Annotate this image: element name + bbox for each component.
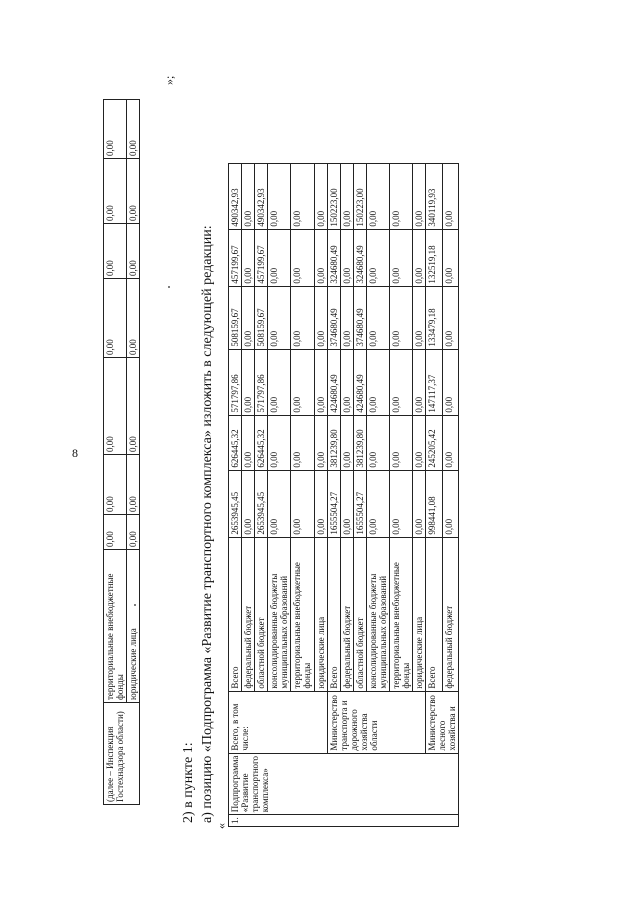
value-cell: 0,00	[314, 470, 327, 537]
value-cell: 324680,49	[327, 229, 340, 286]
value-cell: 0,00	[390, 349, 413, 415]
item-heading: 2) в пункте 1:	[181, 742, 196, 823]
value-cell: 0,00	[314, 229, 327, 286]
row-label: юридические лица	[127, 550, 140, 703]
value-cell: 0,00	[127, 515, 140, 550]
value-cell: 0,00	[127, 224, 140, 279]
value-cell: 0,00	[340, 229, 353, 286]
value-cell: 571797,86	[229, 349, 242, 415]
page-number: 8	[72, 446, 78, 460]
value-cell: 0,00	[268, 229, 291, 286]
value-cell: 0,00	[242, 415, 255, 470]
executor-cell: Всего, в том числе:	[229, 691, 328, 753]
value-cell: 1655504,27	[327, 470, 340, 537]
value-cell: 424680,49	[353, 349, 366, 415]
value-cell: 0,00	[390, 415, 413, 470]
value-cell: 0,00	[366, 163, 389, 229]
value-cell: 490342,93	[229, 163, 242, 229]
table-row	[229, 104, 242, 826]
opening-quote: «	[214, 823, 228, 829]
table-row	[327, 104, 340, 826]
value-cell: 424680,49	[327, 349, 340, 415]
value-cell: 374680,49	[353, 286, 366, 349]
row-label: юридические лица	[413, 537, 426, 691]
value-cell: 0,00	[314, 349, 327, 415]
value-cell: 0,00	[291, 349, 314, 415]
row-label: областной бюджет	[353, 537, 366, 691]
value-cell: 0,00	[291, 470, 314, 537]
value-cell: 0,00	[127, 159, 140, 224]
value-cell: 0,00	[390, 163, 413, 229]
value-cell: 0,00	[442, 349, 459, 415]
value-cell: 374680,49	[327, 286, 340, 349]
value-cell: 0,00	[442, 286, 459, 349]
value-cell: 0,00	[104, 358, 127, 455]
value-cell: 0,00	[366, 470, 389, 537]
value-cell: 0,00	[242, 470, 255, 537]
value-cell: 0,00	[442, 229, 459, 286]
value-cell: 0,00	[413, 229, 426, 286]
value-cell: 0,00	[242, 163, 255, 229]
value-cell: 0,00	[413, 349, 426, 415]
value-cell: 0,00	[413, 415, 426, 470]
value-cell: 381239,80	[327, 415, 340, 470]
value-cell: 0,00	[340, 349, 353, 415]
table-row	[104, 100, 127, 805]
value-cell: 0,00	[291, 163, 314, 229]
table-row	[127, 100, 140, 805]
row-label: территориальные внебюджетные фонды	[291, 537, 314, 691]
value-cell: 0,00	[340, 163, 353, 229]
value-cell: 0,00	[268, 349, 291, 415]
value-cell: 0,00	[340, 286, 353, 349]
value-cell: 0,00	[413, 286, 426, 349]
value-cell: 0,00	[104, 100, 127, 159]
value-cell: 0,00	[314, 163, 327, 229]
value-cell: 0,00	[340, 470, 353, 537]
program-name: Подпрограмма «Развитие транспортного комплекса»	[229, 753, 459, 815]
value-cell: 626445,32	[255, 415, 268, 470]
value-cell: 457199,67	[255, 229, 268, 286]
row-label: консолидированные бюджеты муниципальных образований	[366, 537, 389, 691]
closing-quote: »;	[162, 75, 176, 85]
row-label: федеральный бюджет	[242, 537, 255, 691]
value-cell: 2653945,45	[255, 470, 268, 537]
value-cell: 0,00	[268, 163, 291, 229]
value-cell: 626445,32	[229, 415, 242, 470]
value-cell: 0,00	[104, 159, 127, 224]
value-cell: 245205,42	[426, 415, 443, 470]
row-label: федеральный бюджет	[340, 537, 353, 691]
row-label: консолидированные бюджеты муниципальных образований	[268, 537, 291, 691]
value-cell: 0,00	[268, 286, 291, 349]
value-cell: 0,00	[291, 415, 314, 470]
value-cell: 0,00	[442, 470, 459, 537]
value-cell: 0,00	[413, 163, 426, 229]
row-label: областной бюджет	[255, 537, 268, 691]
agency-cell: (далее – Инспекция Гостехнадзора области)	[104, 703, 140, 805]
value-cell: 0,00	[366, 286, 389, 349]
value-cell: 0,00	[314, 415, 327, 470]
value-cell: 340119,93	[426, 163, 443, 229]
value-cell: 0,00	[291, 286, 314, 349]
value-cell: 457199,67	[229, 229, 242, 286]
value-cell: 0,00	[291, 229, 314, 286]
value-cell: 508159,67	[229, 286, 242, 349]
value-cell: 0,00	[127, 279, 140, 358]
value-cell: 132519,18	[426, 229, 443, 286]
value-cell: 0,00	[127, 358, 140, 455]
value-cell: 0,00	[104, 224, 127, 279]
value-cell: 998441,08	[426, 470, 443, 537]
row-label: Всего	[426, 537, 443, 691]
row-label: Всего	[229, 537, 242, 691]
value-cell: 133479,18	[426, 286, 443, 349]
value-cell: 0,00	[413, 470, 426, 537]
row-label: федеральный бюджет	[442, 537, 459, 691]
value-cell: 0,00	[366, 349, 389, 415]
main-table	[228, 104, 459, 827]
value-cell: 0,00	[390, 286, 413, 349]
value-cell: 508159,67	[255, 286, 268, 349]
value-cell: 0,00	[390, 229, 413, 286]
row-label: территориальные внебюджетные фонды	[104, 550, 127, 703]
value-cell: 1655504,27	[353, 470, 366, 537]
value-cell: 150223,00	[353, 163, 366, 229]
table-row	[426, 104, 443, 826]
value-cell: 0,00	[127, 100, 140, 159]
value-cell: 0,00	[442, 415, 459, 470]
value-cell: 381239,80	[353, 415, 366, 470]
value-cell: 0,00	[366, 415, 389, 470]
value-cell: 150223,00	[327, 163, 340, 229]
executor-cell: Министерство лесного хозяйства и	[426, 691, 459, 753]
value-cell: 0,00	[104, 515, 127, 550]
value-cell: 0,00	[340, 415, 353, 470]
value-cell: 0,00	[242, 229, 255, 286]
value-cell: 0,00	[268, 415, 291, 470]
value-cell: 2653945,45	[229, 470, 242, 537]
executor-cell: Министерство транспорта и дорожного хозяйства области	[327, 691, 426, 753]
value-cell: 0,00	[390, 470, 413, 537]
value-cell: 147117,37	[426, 349, 443, 415]
value-cell: 0,00	[104, 279, 127, 358]
value-cell: 0,00	[442, 163, 459, 229]
value-cell: 490342,93	[255, 163, 268, 229]
value-cell: 0,00	[242, 286, 255, 349]
top-table	[103, 99, 140, 805]
value-cell: 0,00	[104, 455, 127, 515]
value-cell: 0,00	[314, 286, 327, 349]
sub-heading: а) позицию «Подпрограмма «Развитие транспортного комплекса» изложить в следующей редакции:	[200, 225, 215, 823]
value-cell: 324680,49	[353, 229, 366, 286]
value-cell: 0,00	[242, 349, 255, 415]
row-label: юридические лица	[314, 537, 327, 691]
row-number: 1.	[229, 815, 459, 827]
value-cell: 0,00	[268, 470, 291, 537]
row-label: Всего	[327, 537, 340, 691]
value-cell: 571797,86	[255, 349, 268, 415]
value-cell: 0,00	[127, 455, 140, 515]
value-cell: 0,00	[366, 229, 389, 286]
row-label: территориальные внебюджетные фонды	[390, 537, 413, 691]
